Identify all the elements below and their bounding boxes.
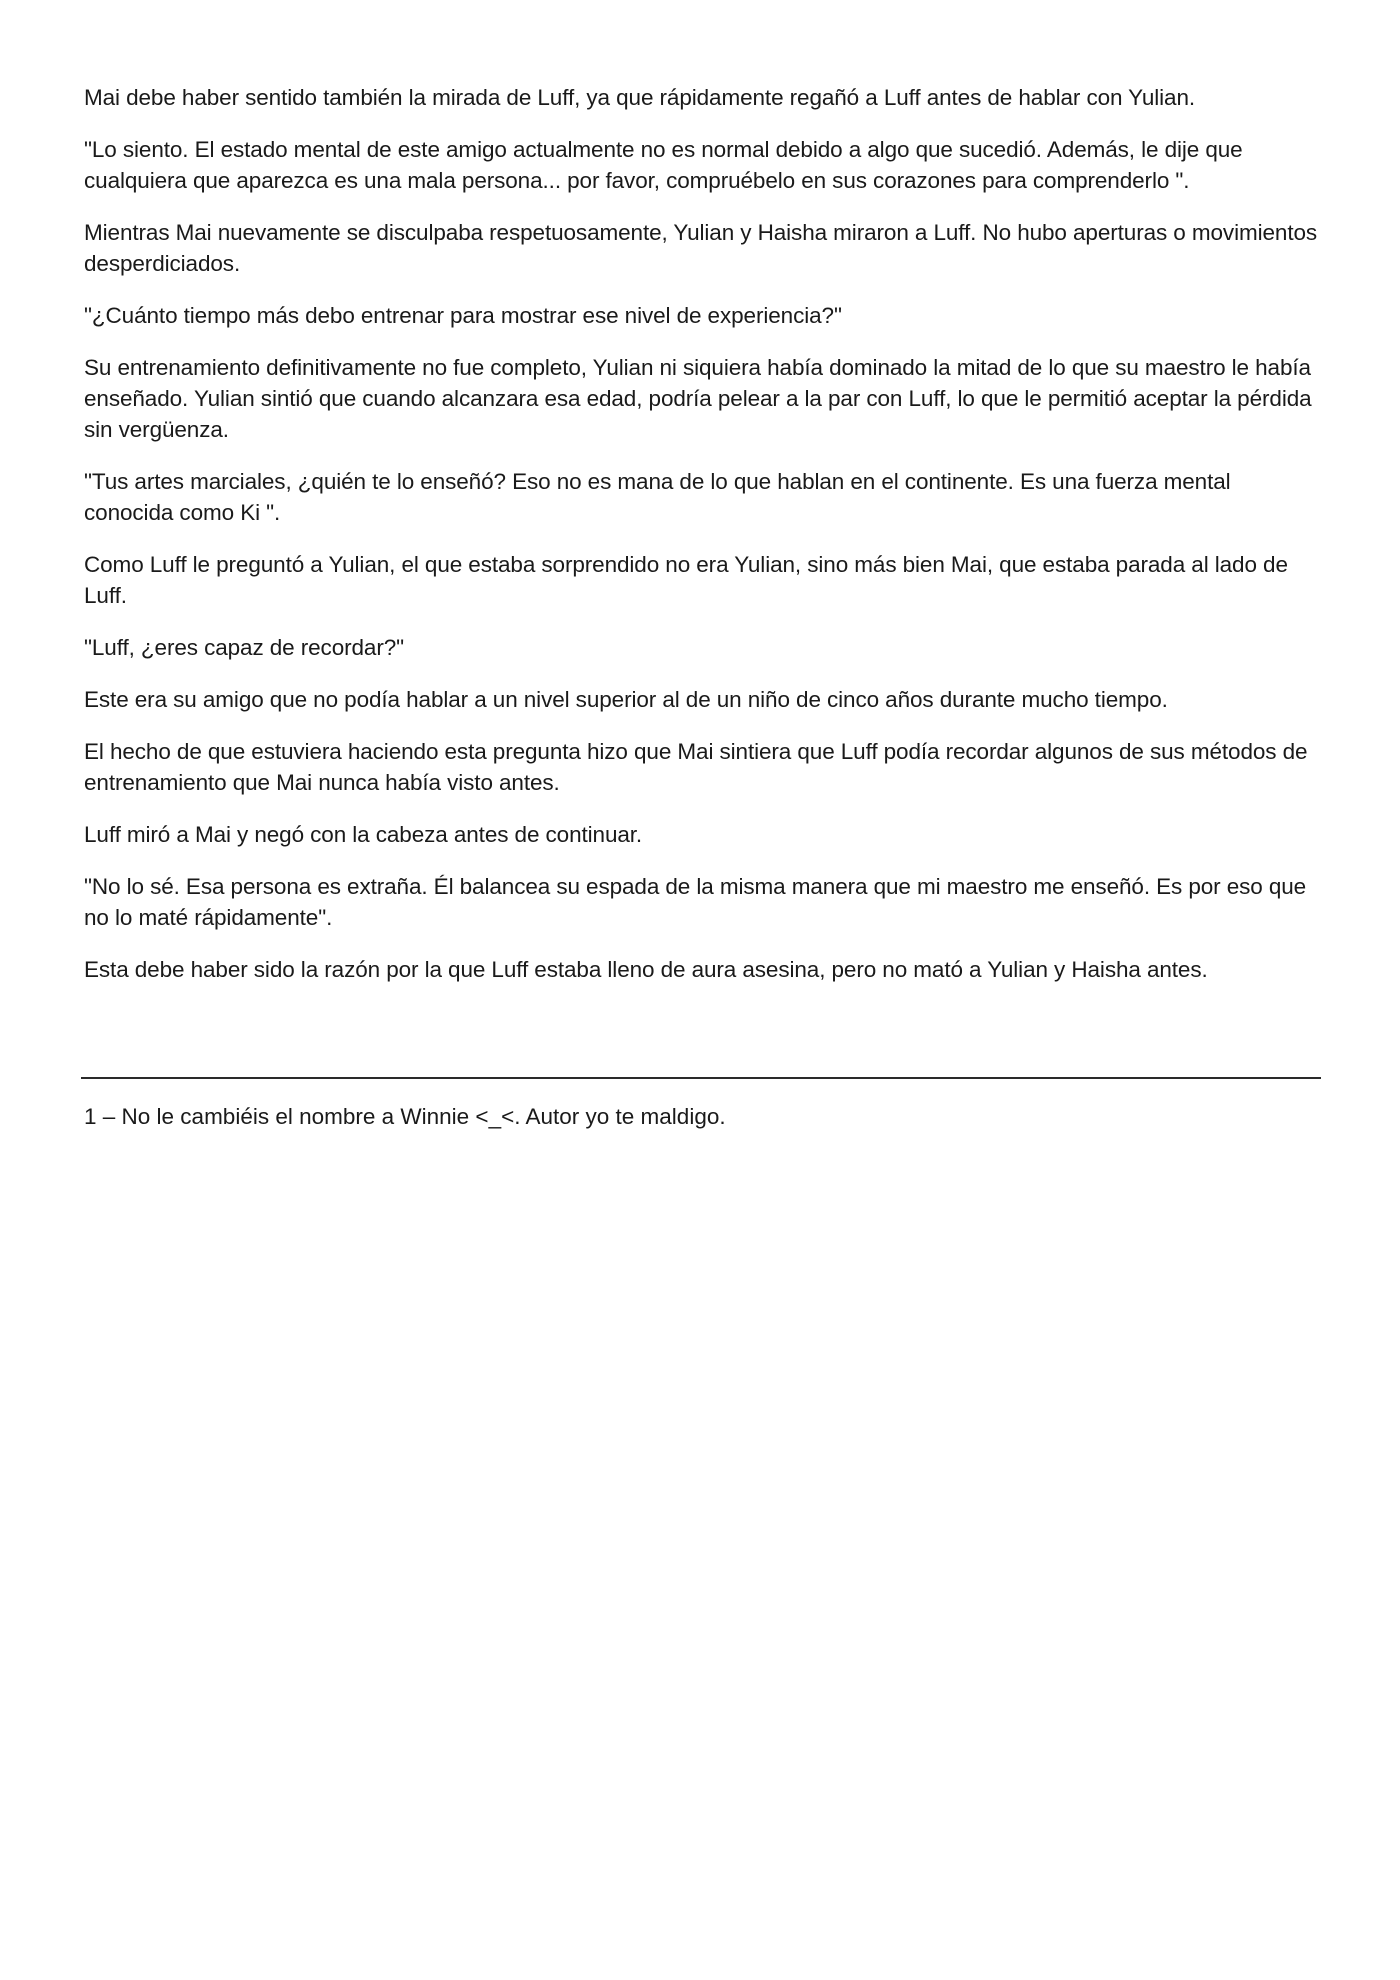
paragraph: "Lo siento. El estado mental de este amigo actualmente no es normal debido a algo que sucedió. Además, le dije que cualquiera que aparezca es una mala persona... por favor, compruébelo en sus corazones para comprenderlo ". <box>84 137 1243 193</box>
paragraph: "Tus artes marciales, ¿quién te lo enseñó? Eso no es mana de lo que hablan en el continente. Es una fuerza mental conocida como Ki ". <box>84 469 1231 525</box>
paragraph: Mai debe haber sentido también la mirada de Luff, ya que rápidamente regañó a Luff antes de hablar con Yulian. <box>84 85 1196 110</box>
footnote-divider <box>81 1077 1321 1079</box>
paragraph: Mientras Mai nuevamente se disculpaba respetuosamente, Yulian y Haisha miraron a Luff. No hubo aperturas o movimientos desperdiciados. <box>84 220 1318 276</box>
paragraph: "Luff, ¿eres capaz de recordar?" <box>84 635 405 660</box>
document-body <box>84 82 1324 1006</box>
paragraph: Como Luff le preguntó a Yulian, el que estaba sorprendido no era Yulian, sino más bien Mai, que estaba parada al lado de Luff. <box>84 552 1288 608</box>
paragraph: Este era su amigo que no podía hablar a un nivel superior al de un niño de cinco años durante mucho tiempo. <box>84 687 1168 712</box>
footnote: 1 – No le cambiéis el nombre a Winnie <_<. Autor yo te maldigo. <box>84 1104 726 1129</box>
paragraph: "¿Cuánto tiempo más debo entrenar para mostrar ese nivel de experiencia?" <box>84 303 842 328</box>
paragraph: Esta debe haber sido la razón por la que Luff estaba lleno de aura asesina, pero no mató a Yulian y Haisha antes. <box>84 957 1208 982</box>
paragraph: Luff miró a Mai y negó con la cabeza antes de continuar. <box>84 822 643 847</box>
paragraph: El hecho de que estuviera haciendo esta pregunta hizo que Mai sintiera que Luff podía recordar algunos de sus métodos de entrenamiento que Mai nunca había visto antes. <box>84 739 1308 795</box>
paragraph: "No lo sé. Esa persona es extraña. Él balancea su espada de la misma manera que mi maestro me enseñó. Es por eso que no lo maté rápidamente". <box>84 874 1307 930</box>
paragraph: Su entrenamiento definitivamente no fue completo, Yulian ni siquiera había dominado la mitad de lo que su maestro le había enseñado. Yulian sintió que cuando alcanzara esa edad, podría pelear a la par con Luff, lo que le permitió aceptar la pérdida sin vergüenza. <box>84 355 1312 442</box>
